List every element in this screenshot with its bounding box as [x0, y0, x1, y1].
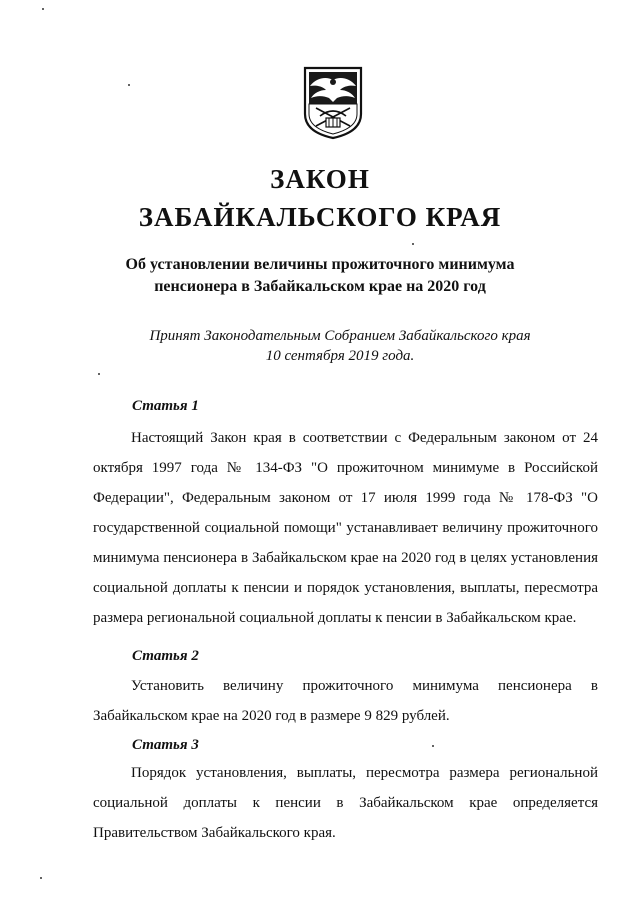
- coat-of-arms-icon: [302, 66, 364, 140]
- scan-speck: [40, 877, 42, 879]
- adopted-by: Принят Законодательным Собранием Забайкальского края: [149, 328, 531, 344]
- law-subject-line1: Об установлении величины прожиточного минимума: [125, 256, 515, 273]
- article-1-heading: Статья 1: [132, 398, 199, 414]
- scan-speck: [432, 745, 434, 747]
- article-2-text: Установить величину прожиточного минимума пенсионера в Забайкальском крае на 2020 год в размере 9 829 рублей.: [93, 678, 598, 724]
- scan-speck: [412, 243, 414, 245]
- scan-speck: [42, 8, 44, 10]
- article-1-text: Настоящий Закон края в соответствии с Федеральным законом от 24 октября 1997 года № 134-ФЗ "О прожиточном минимуме в Российской Федерации", Федеральным законом от 17 июля 1999 года № 178-ФЗ "О государственной социальной помощи" устанавливает величину прожиточного минимума пенсионера в Забайкальском крае на 2020 год в целях установления социальной доплаты к пенсии и порядок установления, выплаты, пересмотра размера региональной социальной доплаты к пенсии в Забайкальском крае.: [93, 430, 598, 626]
- law-region-title: ЗАБАЙКАЛЬСКОГО КРАЯ: [138, 202, 502, 232]
- scan-speck: [128, 84, 130, 86]
- article-3-heading: Статья 3: [132, 737, 199, 753]
- law-subject-line2: пенсионера в Забайкальском крае на 2020 год: [154, 278, 486, 295]
- adopted-date: 10 сентября 2019 года.: [265, 348, 415, 364]
- scan-speck: [98, 373, 100, 375]
- article-2-heading: Статья 2: [132, 648, 199, 664]
- law-title: ЗАКОН: [270, 164, 370, 194]
- article-3-text: Порядок установления, выплаты, пересмотра размера региональной социальной доплаты к пенсии в Забайкальском крае определяется Правительством Забайкальского края.: [93, 765, 598, 841]
